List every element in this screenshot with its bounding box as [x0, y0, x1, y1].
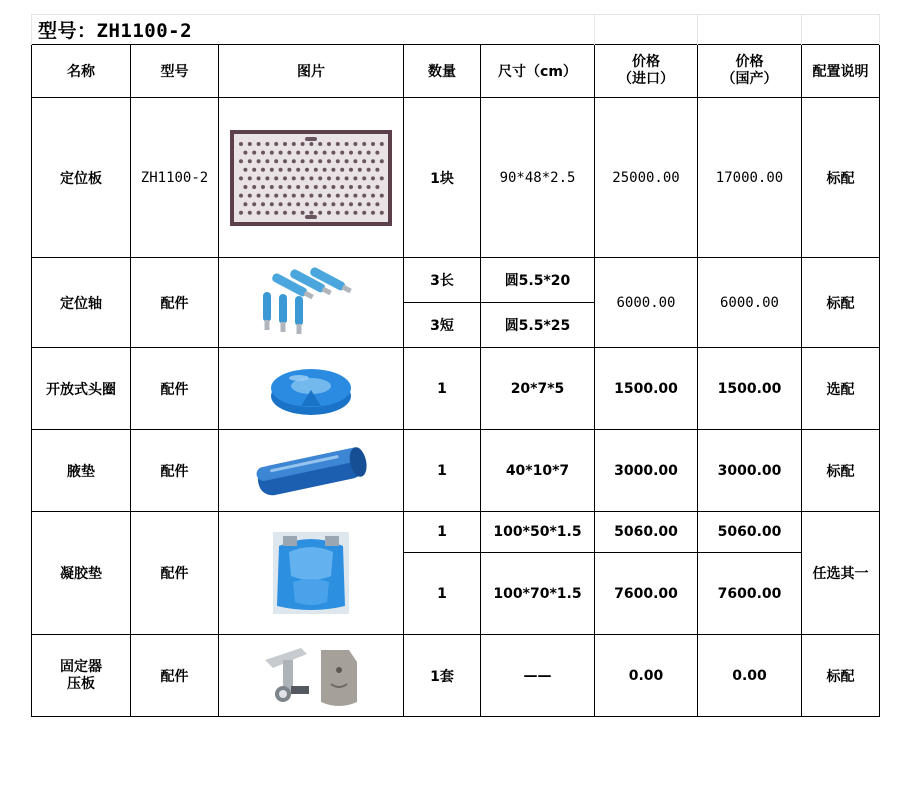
item-config: 标配	[802, 98, 880, 258]
blue-gel-pad-image	[219, 512, 404, 635]
header-price-import: 价格 （进口）	[595, 45, 698, 98]
item-price-import: 6000.00	[595, 258, 698, 348]
item-model: 配件	[131, 348, 219, 430]
item-price-domestic: 0.00	[698, 635, 802, 717]
item-name: 开放式头圈	[32, 348, 131, 430]
perforated-board-image	[219, 98, 404, 258]
item-config: 标配	[802, 635, 880, 717]
header-size: 尺寸（cm）	[481, 45, 595, 98]
item-config: 任选其一	[802, 512, 880, 635]
item-qty: 1	[404, 553, 481, 635]
item-size: 90*48*2.5	[481, 98, 595, 258]
item-size: ——	[481, 635, 595, 717]
item-model: 配件	[131, 430, 219, 512]
item-price-domestic: 1500.00	[698, 348, 802, 430]
blue-head-ring-image	[219, 348, 404, 430]
title-row	[32, 15, 880, 45]
item-price-domestic: 3000.00	[698, 430, 802, 512]
item-size: 40*10*7	[481, 430, 595, 512]
header-price-domestic: 价格 （国产）	[698, 45, 802, 98]
header-row	[32, 45, 880, 98]
item-price-import: 0.00	[595, 635, 698, 717]
spreadsheet	[31, 14, 880, 717]
item-price-import: 25000.00	[595, 98, 698, 258]
header-config: 配置说明	[802, 45, 880, 98]
item-model: 配件	[131, 512, 219, 635]
item-price-import: 5060.00	[595, 512, 698, 553]
item-price-import: 3000.00	[595, 430, 698, 512]
item-qty: 3短	[404, 303, 481, 348]
item-config: 标配	[802, 430, 880, 512]
item-price-domestic: 5060.00	[698, 512, 802, 553]
item-qty: 1块	[404, 98, 481, 258]
item-size: 圆5.5*25	[481, 303, 595, 348]
table-row	[32, 635, 880, 717]
item-name: 固定器 压板	[32, 635, 131, 717]
header-name: 名称	[32, 45, 131, 98]
item-size: 圆5.5*20	[481, 258, 595, 303]
blue-rods-image	[219, 258, 404, 348]
item-price-import: 1500.00	[595, 348, 698, 430]
table-row	[32, 98, 880, 258]
item-size: 100*50*1.5	[481, 512, 595, 553]
model-title: 型号：ZH1100-2	[32, 15, 595, 45]
table-row	[32, 258, 880, 303]
item-price-domestic: 7600.00	[698, 553, 802, 635]
header-model: 型号	[131, 45, 219, 98]
product-table	[31, 14, 880, 717]
item-model: 配件	[131, 635, 219, 717]
table-row	[32, 512, 880, 553]
item-qty: 1	[404, 430, 481, 512]
item-qty: 1	[404, 512, 481, 553]
item-qty: 1	[404, 348, 481, 430]
item-price-import: 7600.00	[595, 553, 698, 635]
item-size: 100*70*1.5	[481, 553, 595, 635]
item-name: 定位轴	[32, 258, 131, 348]
item-model: 配件	[131, 258, 219, 348]
item-qty: 3长	[404, 258, 481, 303]
item-qty: 1套	[404, 635, 481, 717]
blue-cylinder-pad-image	[219, 430, 404, 512]
item-config: 选配	[802, 348, 880, 430]
item-name: 凝胶垫	[32, 512, 131, 635]
header-qty: 数量	[404, 45, 481, 98]
item-model: ZH1100-2	[131, 98, 219, 258]
item-name: 腋垫	[32, 430, 131, 512]
table-row	[32, 430, 880, 512]
item-name: 定位板	[32, 98, 131, 258]
table-row	[32, 348, 880, 430]
metal-clamp-image	[219, 635, 404, 717]
item-config: 标配	[802, 258, 880, 348]
header-image: 图片	[219, 45, 404, 98]
item-price-domestic: 17000.00	[698, 98, 802, 258]
item-price-domestic: 6000.00	[698, 258, 802, 348]
item-size: 20*7*5	[481, 348, 595, 430]
